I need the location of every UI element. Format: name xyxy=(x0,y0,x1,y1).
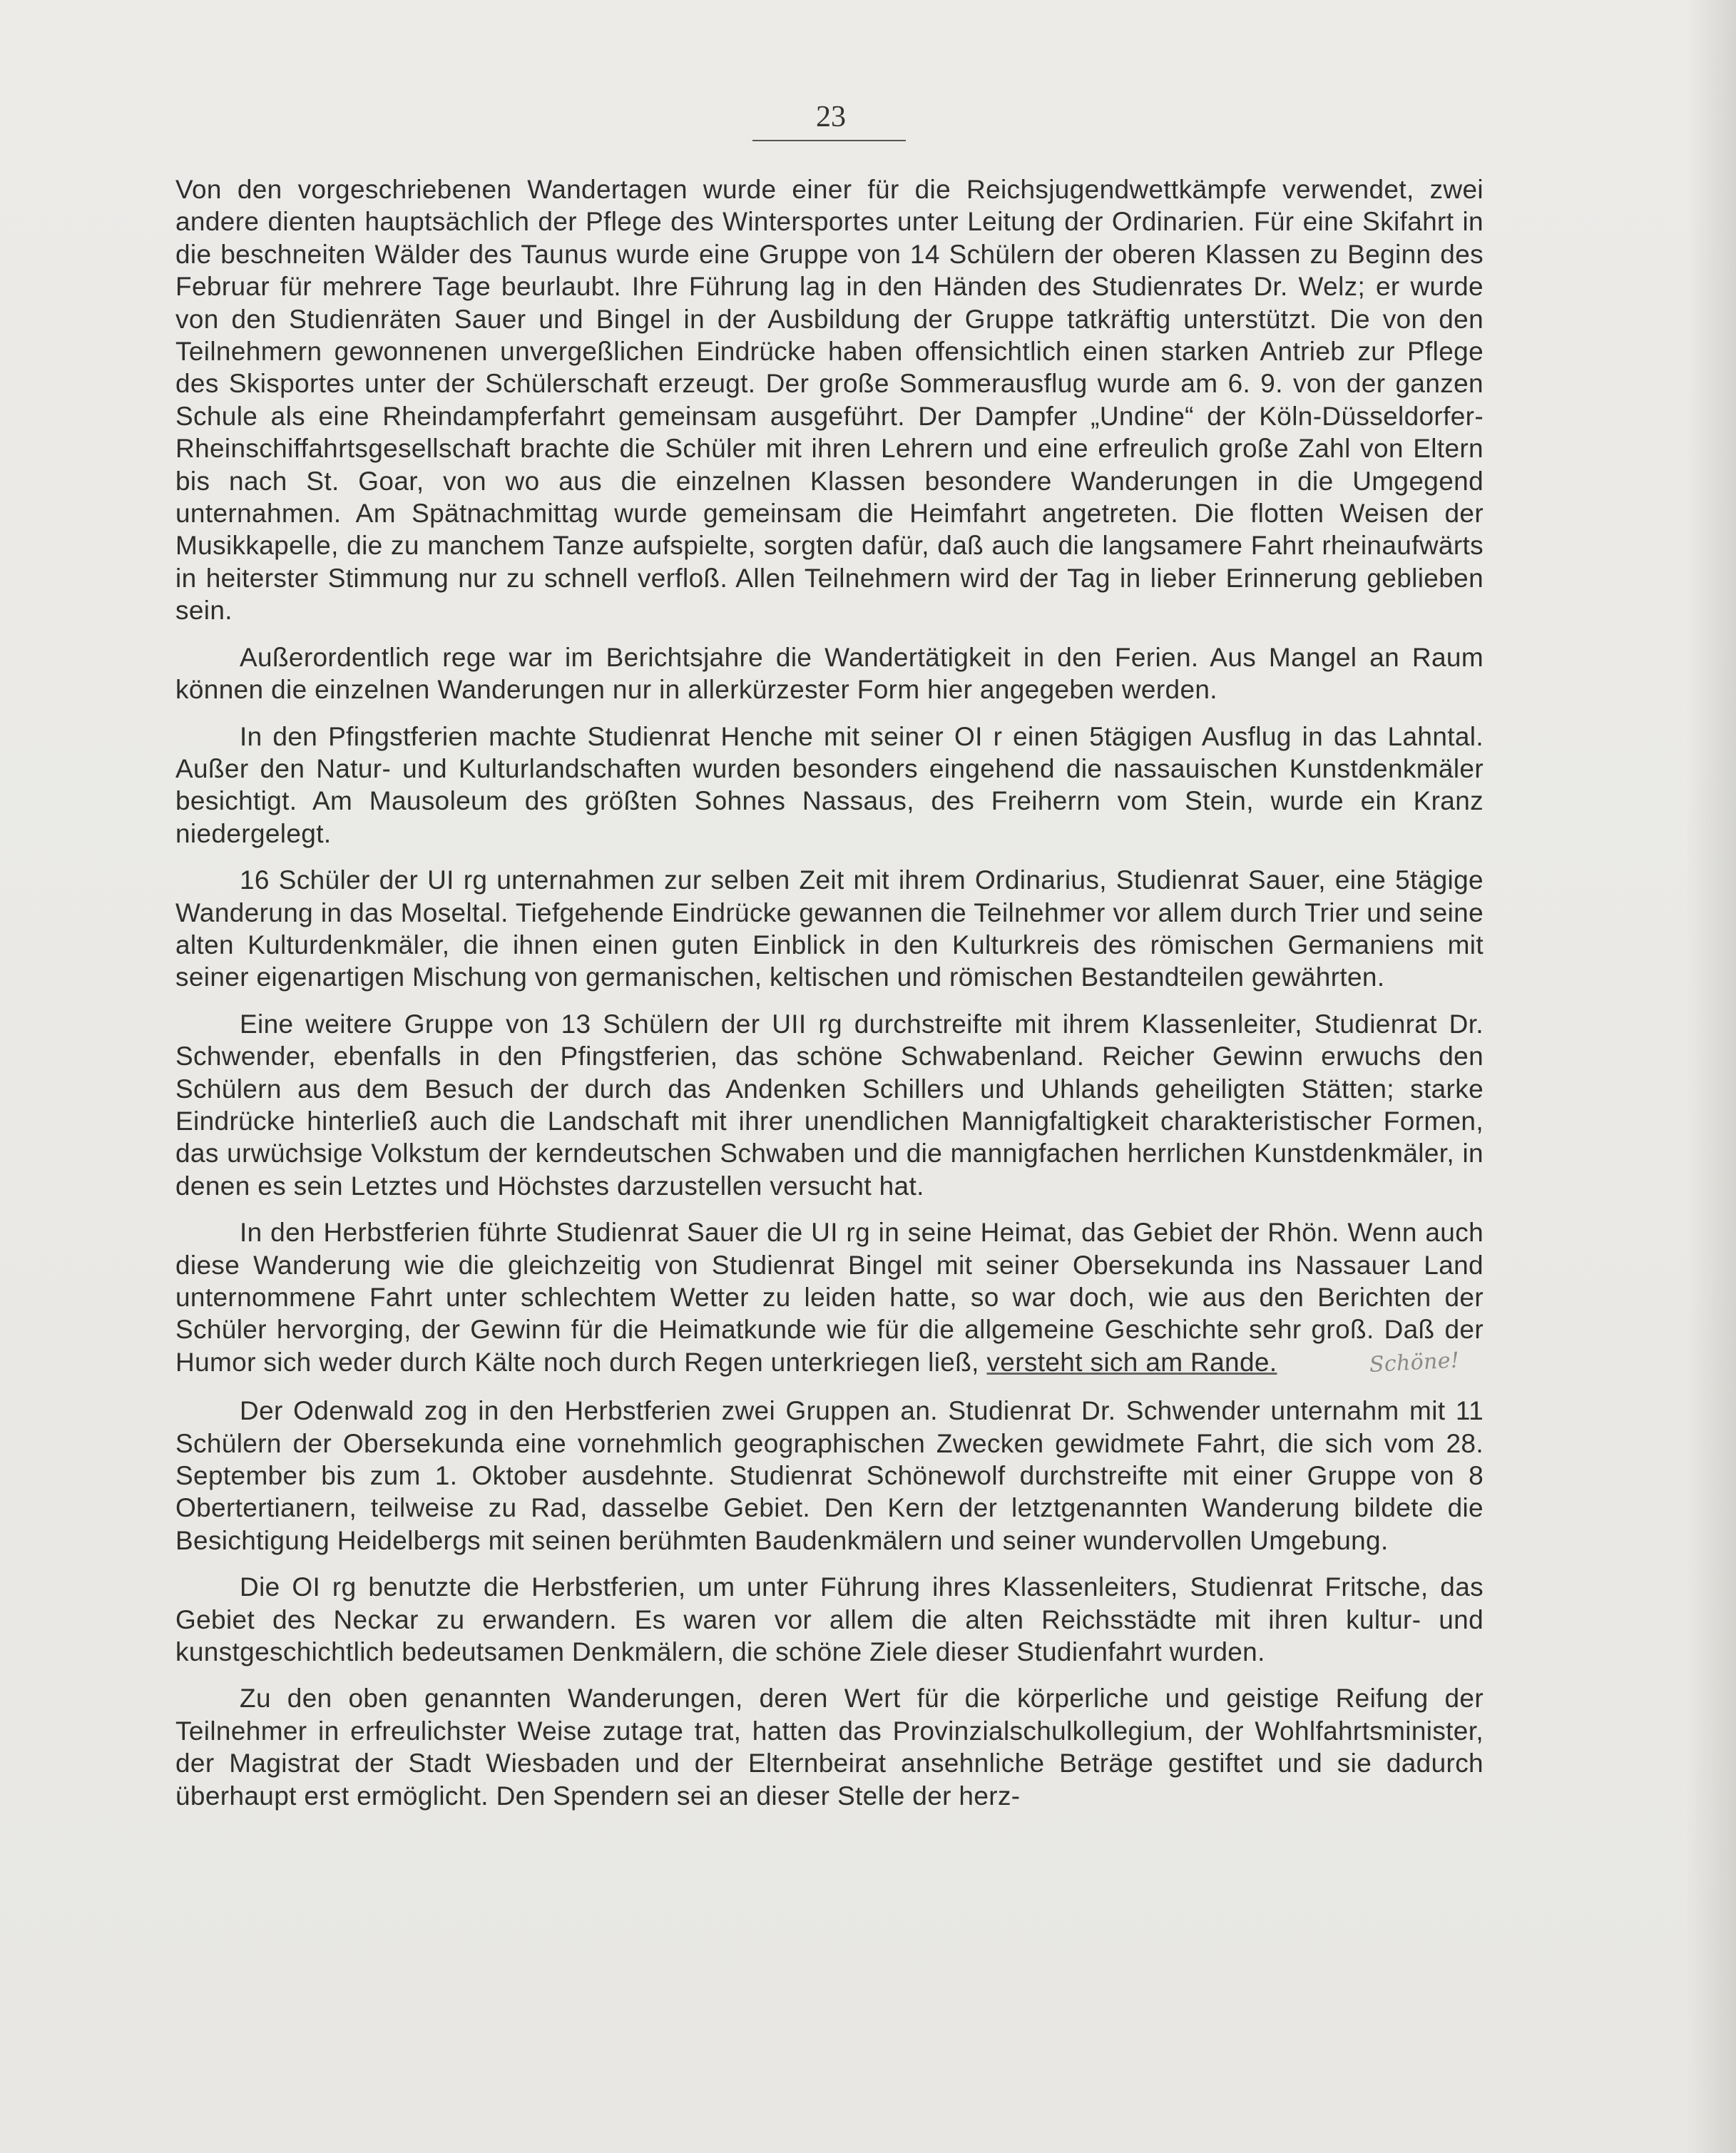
paragraph-7: Der Odenwald zog in den Herbstferien zwei Gruppen an. Studienrat Dr. Schwender unternahm mit 11 Schülern der Obersekunda eine vornehmlich geographischen Zwecken gewidmete Fahrt, die sich vom 28. September bis zum 1. Oktober ausdehnte. Studienrat Schönewolf durchstreifte mit einer Gruppe von 8 Obertertianern, teilweise zu Rad, dasselbe Gebiet. Den Kern der letztgenannten Wanderung bildete die Besichtigung Heidelbergs mit seinen berühmten Baudenkmälern und seiner wundervollen Umgebung. xyxy=(175,1396,1484,1555)
paragraph-2: Außerordentlich rege war im Berichtsjahre die Wandertätigkeit in den Ferien. Aus Mangel an Raum können die einzelnen Wanderungen nur in allerkürzester Form hier angegeben werden. xyxy=(175,642,1484,705)
paragraph-3: In den Pfingstferien machte Studienrat Henche mit seiner OI r einen 5tägigen Ausflug in das Lahntal. Außer den Natur- und Kulturlandschaften wurden besonders eingehend die nassauischen Kunstdenkmäler besichtigt. Am Mausoleum des größten Sohnes Nassaus, des Freiherrn vom Stein, wurde ein Kranz niedergelegt. xyxy=(175,721,1484,848)
page-number-rule xyxy=(752,140,906,141)
paragraph-6-text: In den Herbstferien führte Studienrat Sauer die UI rg in seine Heimat, das Gebiet der Rhön. Wenn auch diese Wanderung wie die gleichzeitig von Studienrat Bingel mit seiner Obersekunda ins Nassauer Land unternommene Fahrt unter schlechtem Wetter zu leiden hatte, so war doch, wie aus den Berichten der Schüler hervorging, der Gewinn für die Heimatkunde wie für die allgemeine Geschichte sehr groß. Daß der Humor sich weder durch Kälte noch durch Regen unterkriegen ließ, xyxy=(175,1218,1484,1377)
paragraph-8: Die OI rg benutzte die Herbstferien, um unter Führung ihres Klassenleiters, Studienrat Fritsche, das Gebiet des Neckar zu erwandern. Es waren vor allem die alten Reichsstädte mit ihren kultur- und kunstgeschichtlich bedeutsamen Denkmälern, die schöne Ziele dieser Studienfahrt wurden. xyxy=(175,1572,1484,1667)
paragraph-9: Zu den oben genannten Wanderungen, deren Wert für die körperliche und geistige Reifung der Teilnehmer in erfreulichster Weise zutage trat, hatten das Provinzialschulkollegium, der Wohlfahrtsminister, der Magistrat der Stadt Wiesbaden und der Elternbeirat ansehnliche Beträge gestiftet und sie dadurch überhaupt erst ermöglicht. Den Spendern sei an dieser Stelle der herz- xyxy=(175,1684,1484,1811)
body-text xyxy=(175,173,1484,1826)
underlined-phrase: versteht sich am Rande. xyxy=(986,1347,1277,1377)
handwritten-annotation: Schöne! xyxy=(1369,1348,1461,1378)
paragraph-6 xyxy=(175,1216,1484,1380)
paragraph-5: Eine weitere Gruppe von 13 Schülern der UII rg durchstreifte mit ihrem Klassenleiter, Studienrat Dr. Schwender, ebenfalls in den Pfingstferien, das schöne Schwabenland. Reicher Gewinn erwuchs den Schülern aus dem Besuch der durch das Andenken Schillers und Uhlands geheiligten Stätten; starke Eindrücke hinterließ auch die Landschaft mit ihrer unendlichen Mannigfaltigkeit charakteristischer Formen, das urwüchsige Volkstum der kerndeutschen Schwaben und die mannigfachen herrlichen Kunstdenkmäler, in denen es sein Letztes und Höchstes darzustellen versucht hat. xyxy=(175,1009,1484,1201)
page-number: 23 xyxy=(816,101,846,133)
paragraph-4: 16 Schüler der UI rg unternahmen zur selben Zeit mit ihrem Ordinarius, Studienrat Sauer, eine 5tägige Wanderung in das Moseltal. Tiefgehende Eindrücke gewannen die Teilnehmer vor allem durch Trier und seine alten Kulturdenkmäler, die ihnen einen guten Einblick in den Kulturkreis des römischen Germaniens mit seiner eigenartigen Mischung von germanischen, keltischen und römischen Bestandteilen gewährten. xyxy=(175,865,1484,992)
page-edge-shadow xyxy=(1686,0,1736,2153)
paragraph-1: Von den vorgeschriebenen Wandertagen wurde einer für die Reichsjugendwettkämpfe verwendet, zwei andere dienten hauptsächlich der Pflege des Wintersportes unter Leitung der Ordinarien. Für eine Skifahrt in die beschneiten Wälder des Taunus wurde eine Gruppe von 14 Schülern der oberen Klassen zu Beginn des Februar für mehrere Tage beurlaubt. Ihre Führung lag in den Händen des Studienrates Dr. Welz; er wurde von den Studienräten Sauer und Bingel in der Ausbildung der Gruppe tatkräftig unterstützt. Die von den Teilnehmern gewonnenen unvergeßlichen Eindrücke haben offensichtlich einen starken Antrieb zur Pflege des Skisportes unter der Schülerschaft erzeugt. Der große Sommerausflug wurde am 6. 9. von der ganzen Schule als eine Rheindampferfahrt gemeinsam ausgeführt. Der Dampfer „Undine“ der Köln-Düsseldorfer-Rheinschiffahrtsgesellschaft brachte die Schüler mit ihren Lehrern und eine erfreulich große Zahl von Eltern bis nach St. Goar, von wo aus die einzelnen Klassen besondere Wanderungen in die Umgegend unternahmen. Am Spätnachmittag wurde gemeinsam die Heimfahrt angetreten. Die flotten Weisen der Musikkapelle, die zu manchem Tanze aufspielte, sorgten dafür, daß auch die langsamere Fahrt rheinaufwärts in heiterster Stimmung nur zu schnell verfloß. Allen Teilnehmern wird der Tag in lieber Erinnerung geblieben sein. xyxy=(175,175,1484,626)
